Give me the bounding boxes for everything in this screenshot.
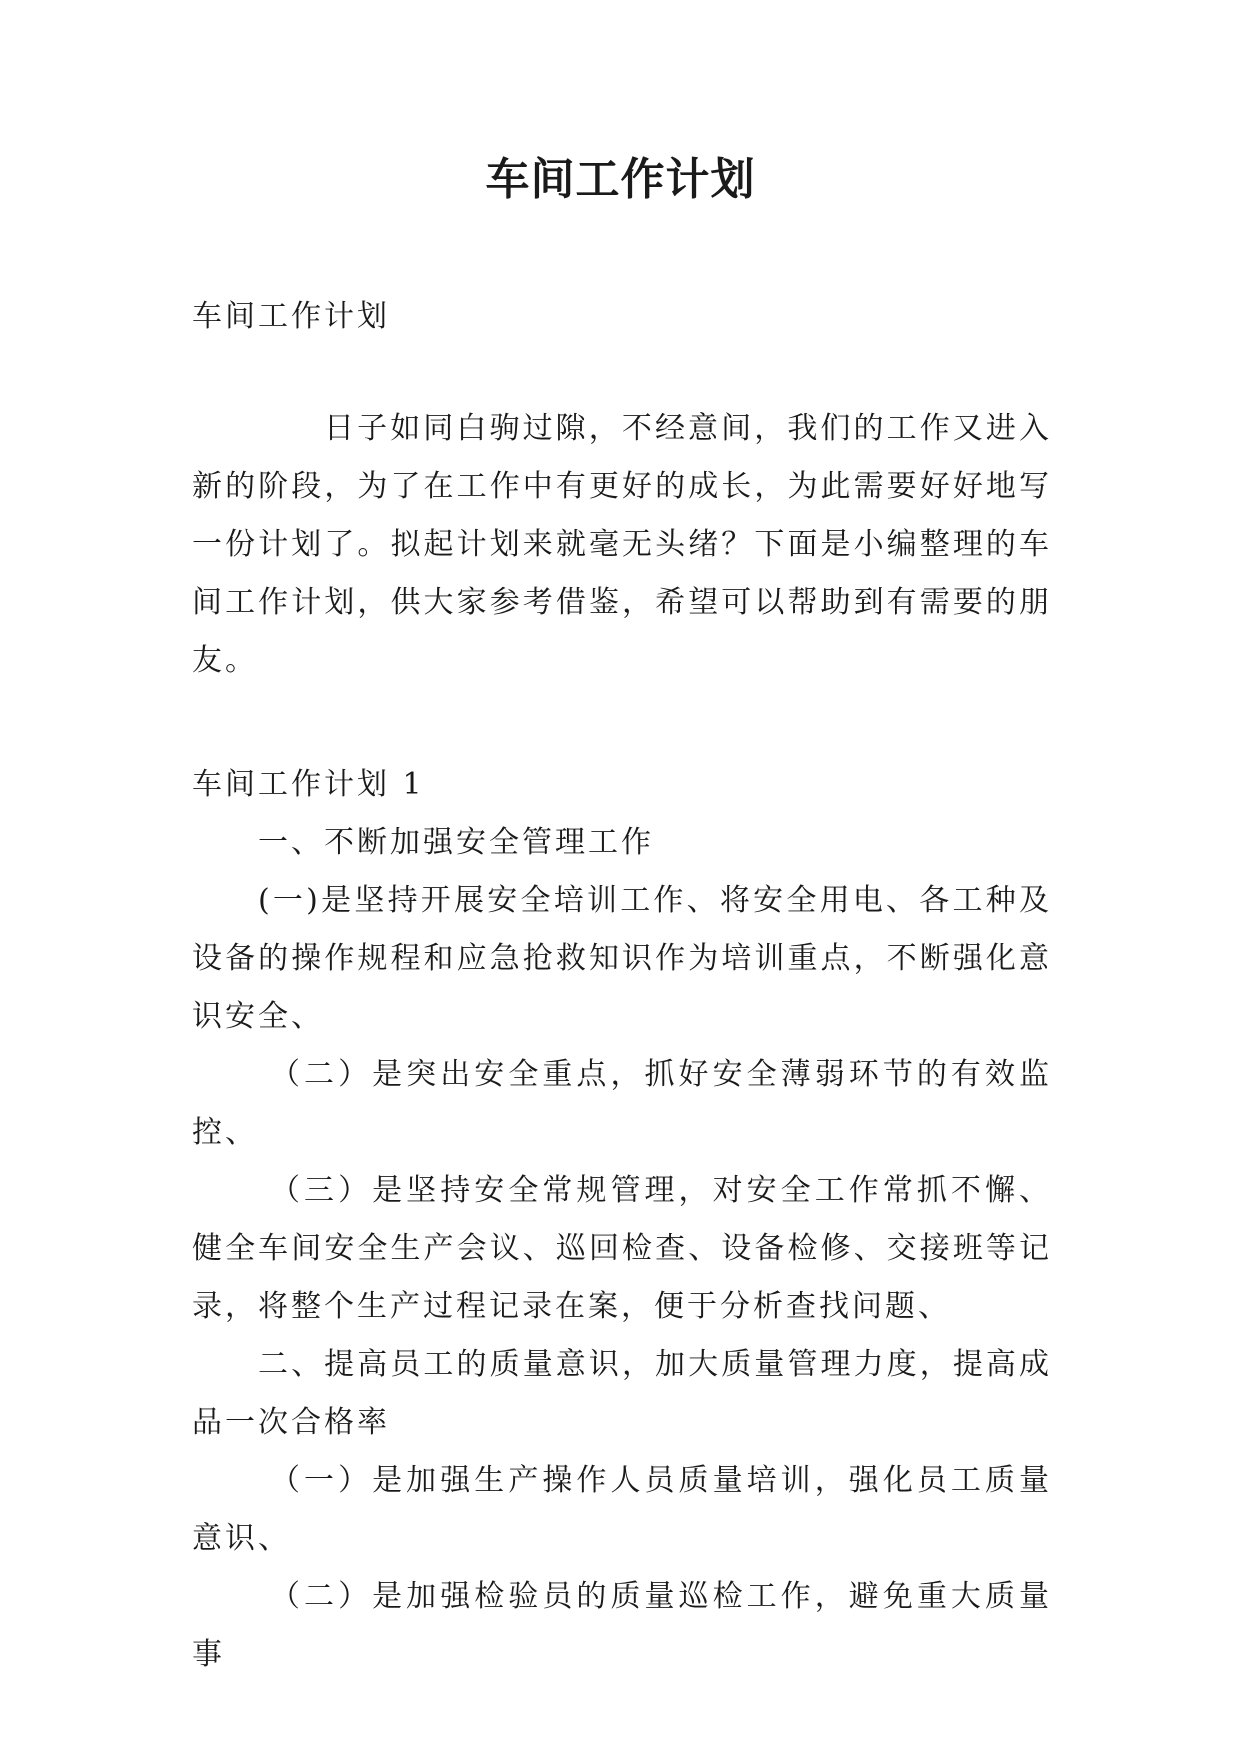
paragraph-safety-focus: （二）是突出安全重点，抓好安全薄弱环节的有效监控、 bbox=[192, 1057, 1052, 1150]
section-heading: 车间工作计划 1 bbox=[192, 767, 425, 802]
section-content bbox=[192, 814, 1052, 1684]
intro-paragraph: 日子如同白驹过隙，不经意间，我们的工作又进入新的阶段，为了在工作中有更好的成长，为此需要好好地写一份计划了。拟起计划来就毫无头绪？下面是小编整理的车间工作计划，供大家参考借鉴，希望可以帮助到有需要的朋友。 bbox=[192, 411, 1052, 678]
heading-safety-management: 一、不断加强安全管理工作 bbox=[258, 825, 654, 860]
heading-quality-awareness: 二、提高员工的质量意识，加大质量管理力度，提高成品一次合格率 bbox=[192, 1347, 1052, 1440]
paragraph-safety-training: (一)是坚持开展安全培训工作、将安全用电、各工种及设备的操作规程和应急抢救知识作为培训重点，不断强化意识安全、 bbox=[192, 883, 1052, 1034]
paragraph-quality-inspection: （二）是加强检验员的质量巡检工作，避免重大质量事 bbox=[192, 1579, 1052, 1672]
paragraph-safety-routine: （三）是坚持安全常规管理，对安全工作常抓不懈、健全车间安全生产会议、巡回检查、设备检修、交接班等记录，将整个生产过程记录在案，便于分析查找问题、 bbox=[192, 1173, 1052, 1324]
document-subtitle: 车间工作计划 bbox=[192, 299, 390, 334]
document-title: 车间工作计划 bbox=[485, 154, 756, 205]
paragraph-quality-training: （一）是加强生产操作人员质量培训，强化员工质量意识、 bbox=[192, 1463, 1052, 1556]
